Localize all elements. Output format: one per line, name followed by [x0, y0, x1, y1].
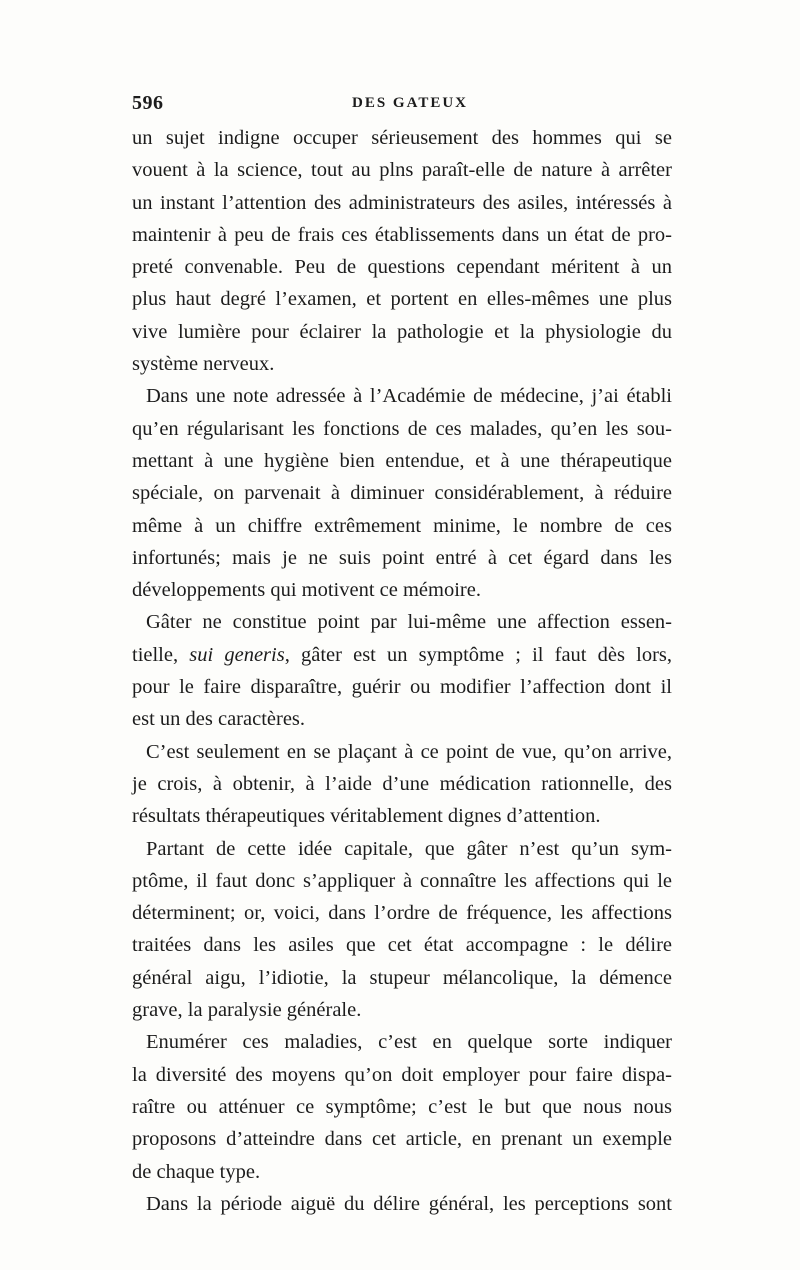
- text-line: Dans une note adressée à l’Académie de médecine, j’ai établi: [146, 385, 672, 408]
- text-line: grave, la paralysie générale.: [132, 999, 362, 1022]
- text-line: ptôme, il faut donc s’appliquer à connaître les affections qui le: [132, 869, 672, 892]
- text-line: pour le faire disparaître, guérir ou modifier l’affection dont il: [132, 676, 672, 699]
- page-header: [132, 92, 672, 118]
- text-line: traitées dans les asiles que cet état accompagne : le délire: [132, 934, 672, 957]
- text-line: spéciale, on parvenait à diminuer considérablement, à réduire: [132, 482, 672, 505]
- page-number: 596: [132, 92, 164, 114]
- text-line: Gâter ne constitue point par lui-même une affection essen-: [146, 611, 672, 634]
- text-line: système nerveux.: [132, 353, 275, 376]
- body-text: [132, 122, 672, 1220]
- text-line: Partant de cette idée capitale, que gâter n’est qu’un sym-: [146, 837, 672, 860]
- text-line: vive lumière pour éclairer la pathologie et la physiologie du: [132, 320, 672, 343]
- text-line: général aigu, l’idiotie, la stupeur mélancolique, la démence: [132, 966, 672, 989]
- text-line: la diversité des moyens qu’on doit employer pour faire dispa-: [132, 1063, 672, 1086]
- text-line: un instant l’attention des administrateurs des asiles, intéressés à: [132, 191, 672, 214]
- text-line: résultats thérapeutiques véritablement dignes d’attention.: [132, 805, 601, 828]
- text-line: mettant à une hygiène bien entendue, et à une thérapeutique: [132, 449, 672, 472]
- text-line: même à un chiffre extrêmement minime, le nombre de ces: [132, 514, 672, 537]
- text-line: déterminent; or, voici, dans l’ordre de fréquence, les affections: [132, 902, 672, 925]
- text-line: je crois, à obtenir, à l’aide d’une médication rationnelle, des: [132, 772, 672, 795]
- text-line: preté convenable. Peu de questions cependant méritent à un: [132, 256, 672, 279]
- text-line: Enumérer ces maladies, c’est en quelque sorte indiquer: [146, 1031, 672, 1054]
- text-line: raître ou atténuer ce symptôme; c’est le but que nous nous: [132, 1095, 672, 1118]
- text-line: vouent à la science, tout au plns paraît-elle de nature à arrêter: [132, 159, 672, 182]
- text-line: infortunés; mais je ne suis point entré à cet égard dans les: [132, 546, 672, 569]
- text-line: de chaque type.: [132, 1160, 261, 1183]
- text-line: un sujet indigne occuper sérieusement des hommes qui se: [132, 127, 672, 149]
- running-title: DES GATEUX: [352, 95, 468, 111]
- text-line: qu’en régularisant les fonctions de ces malades, qu’en les sou-: [132, 417, 672, 440]
- text-line: maintenir à peu de frais ces établissements dans un état de pro-: [132, 223, 672, 246]
- text-line: est un des caractères.: [132, 708, 306, 731]
- text-line: plus haut degré l’examen, et portent en elles-mêmes une plus: [132, 288, 672, 311]
- text-line: Dans la période aiguë du délire général, les perceptions sont: [146, 1192, 672, 1215]
- text-line: tielle, sui generis, gâter est un symptôme ; il faut dès lors,: [132, 643, 672, 666]
- text-line: proposons d’atteindre dans cet article, en prenant un exemple: [132, 1128, 672, 1151]
- text-line: C’est seulement en se plaçant à ce point de vue, qu’on arrive,: [146, 740, 672, 763]
- latin-phrase: sui generis: [189, 643, 285, 666]
- text-line: développements qui motivent ce mémoire.: [132, 579, 481, 602]
